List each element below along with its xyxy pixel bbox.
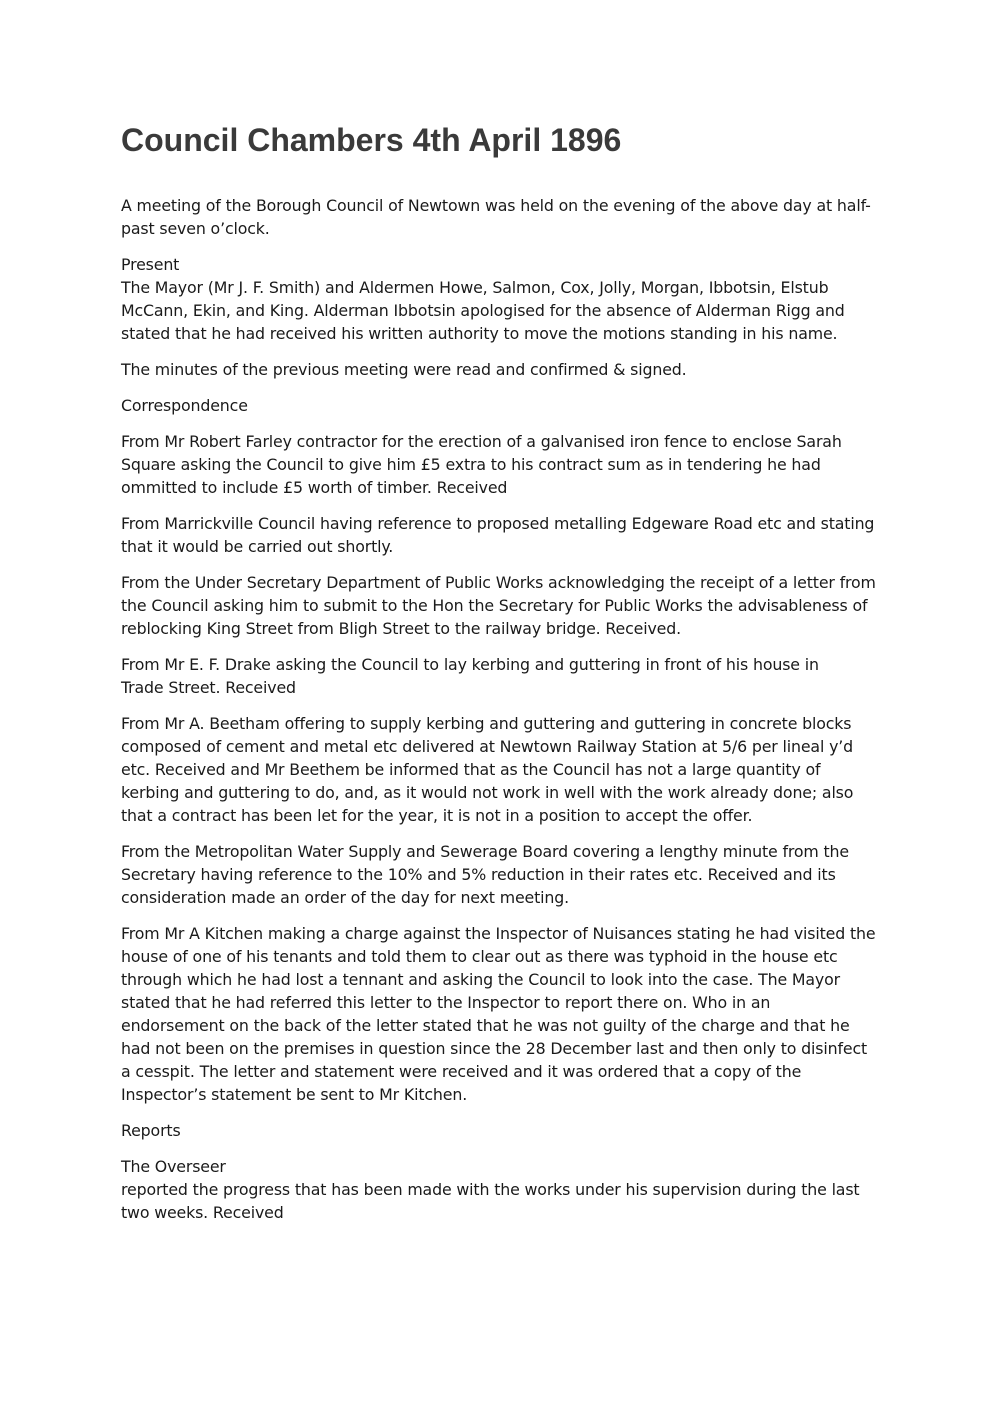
text-line: The minutes of the previous meeting were read and confirmed & signed.	[121, 360, 687, 379]
paragraph	[121, 653, 891, 699]
text-line: reported the progress that has been made with the works under his supervision during the last	[121, 1180, 860, 1199]
text-line: composed of cement and metal etc delivered at Newtown Railway Station at 5/6 per lineal y’d	[121, 737, 854, 756]
text-line: From the Metropolitan Water Supply and Sewerage Board covering a lengthy minute from the	[121, 842, 849, 861]
text-line: kerbing and guttering to do, and, as it would not work in well with the work already done; also	[121, 783, 854, 802]
text-line: past seven o’clock.	[121, 219, 270, 238]
paragraph	[121, 1119, 891, 1142]
text-line: ommitted to include £5 worth of timber. Received	[121, 478, 508, 497]
text-line: Inspector’s statement be sent to Mr Kitchen.	[121, 1085, 468, 1104]
text-line: had not been on the premises in question since the 28 December last and then only to disinfect	[121, 1039, 868, 1058]
text-line: that a contract has been let for the year, it is not in a position to accept the offer.	[121, 806, 753, 825]
text-line: through which he had lost a tennant and asking the Council to look into the case. The Mayor	[121, 970, 840, 989]
paragraph	[121, 840, 891, 909]
text-line: etc. Received and Mr Beethem be informed that as the Council has not a large quantity of	[121, 760, 821, 779]
text-line: Present	[121, 255, 180, 274]
text-line: Trade Street. Received	[121, 678, 296, 697]
paragraph	[121, 1155, 891, 1224]
text-line: two weeks. Received	[121, 1203, 284, 1222]
document-page	[121, 118, 891, 1237]
text-line: Secretary having reference to the 10% and 5% reduction in their rates etc. Received and its	[121, 865, 836, 884]
text-line: consideration made an order of the day for next meeting.	[121, 888, 569, 907]
text-line: Correspondence	[121, 396, 248, 415]
page-title: Council Chambers 4th April 1896	[121, 122, 622, 158]
document-body	[121, 194, 891, 1224]
text-line: house of one of his tenants and told them to clear out as there was typhoid in the house etc	[121, 947, 838, 966]
text-line: The Mayor (Mr J. F. Smith) and Aldermen Howe, Salmon, Cox, Jolly, Morgan, Ibbotsin, Elstub	[121, 278, 829, 297]
text-line: The Overseer	[121, 1157, 226, 1176]
text-line: reblocking King Street from Bligh Street to the railway bridge. Received.	[121, 619, 681, 638]
paragraph	[121, 512, 891, 558]
text-line: From the Under Secretary Department of Public Works acknowledging the receipt of a letter from	[121, 573, 876, 592]
text-line: McCann, Ekin, and King. Alderman Ibbotsin apologised for the absence of Alderman Rigg and	[121, 301, 845, 320]
paragraph	[121, 194, 891, 240]
text-line: endorsement on the back of the letter stated that he was not guilty of the charge and that he	[121, 1016, 850, 1035]
text-line: a cesspit. The letter and statement were received and it was ordered that a copy of the	[121, 1062, 802, 1081]
paragraph	[121, 571, 891, 640]
paragraph	[121, 430, 891, 499]
paragraph	[121, 922, 891, 1106]
paragraph	[121, 712, 891, 827]
text-line: stated that he had received his written authority to move the motions standing in his name.	[121, 324, 838, 343]
text-line: A meeting of the Borough Council of Newtown was held on the evening of the above day at half-	[121, 196, 871, 215]
text-line: From Mr Robert Farley contractor for the erection of a galvanised iron fence to enclose Sarah	[121, 432, 842, 451]
text-line: From Mr A. Beetham offering to supply kerbing and guttering and guttering in concrete blocks	[121, 714, 852, 733]
text-line: Reports	[121, 1121, 181, 1140]
text-line: From Mr E. F. Drake asking the Council to lay kerbing and guttering in front of his house in	[121, 655, 819, 674]
paragraph	[121, 358, 891, 381]
paragraph	[121, 394, 891, 417]
text-line: Square asking the Council to give him £5 extra to his contract sum as in tendering he had	[121, 455, 821, 474]
text-line: From Marrickville Council having reference to proposed metalling Edgeware Road etc and stating	[121, 514, 875, 533]
text-line: From Mr A Kitchen making a charge against the Inspector of Nuisances stating he had visited the	[121, 924, 876, 943]
paragraph	[121, 253, 891, 345]
text-line: the Council asking him to submit to the Hon the Secretary for Public Works the advisableness of	[121, 596, 868, 615]
text-line: that it would be carried out shortly.	[121, 537, 394, 556]
text-line: stated that he had referred this letter to the Inspector to report there on. Who in an	[121, 993, 771, 1012]
